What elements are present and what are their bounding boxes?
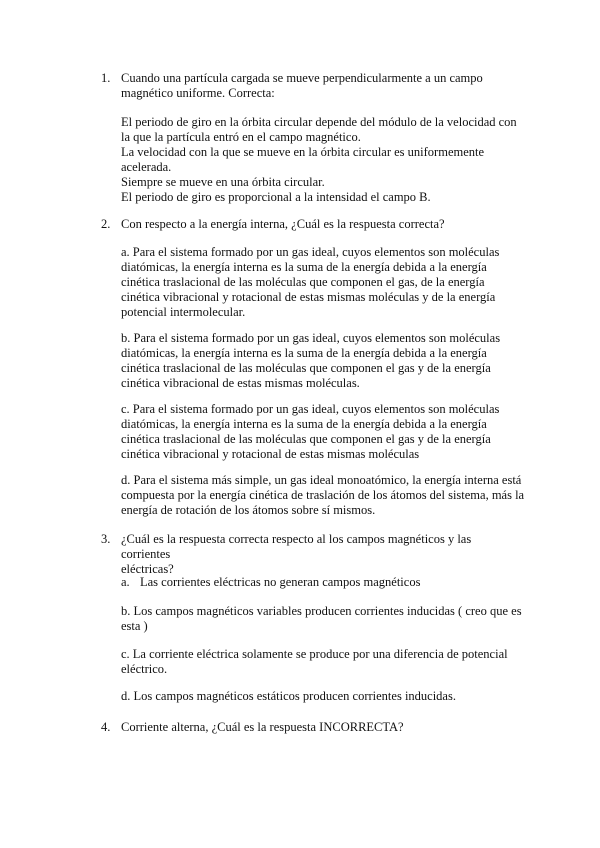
answer-line: acelerada.: [121, 160, 172, 174]
option-line: cinética vibracional y rotacional de estas mismas moléculas: [121, 447, 420, 461]
option-line: compuesta por la energía cinética de traslación de los átomos del sistema, más la: [121, 488, 525, 502]
question-prompt: [121, 532, 521, 577]
option-d: [121, 689, 516, 704]
answer-line: El periodo de giro en la órbita circular depende del módulo de la velocidad con: [121, 115, 517, 129]
option-d: [121, 473, 525, 518]
answer-line: La velocidad con la que se mueve en la órbita circular es uniformemente: [121, 145, 485, 159]
option-a: [121, 245, 516, 320]
prompt-line: eléctricas?: [121, 562, 174, 576]
option-c: [121, 402, 516, 462]
option-line: diatómicas, la energía interna es la suma de la energía debida a la energía: [121, 417, 487, 431]
question-prompt: [121, 217, 521, 232]
option-line: cinética traslacional de las moléculas que componen el gas y de la energía: [121, 432, 491, 446]
prompt-line: ¿Cuál es la respuesta correcta respecto al los campos magnéticos y las corrientes: [121, 532, 472, 561]
question-number: 3.: [101, 532, 111, 546]
answer-block: [121, 115, 516, 205]
question-number: 1.: [101, 71, 111, 85]
option-b: [121, 604, 522, 634]
option-line: d. Los campos magnéticos estáticos producen corrientes inducidas.: [121, 689, 456, 703]
option-text: Las corrientes eléctricas no generan campos magnéticos: [140, 575, 421, 589]
option-line: diatómicas, la energía interna es la suma de la energía debida a la energía: [121, 260, 487, 274]
prompt-line: Con respecto a la energía interna, ¿Cuál es la respuesta correcta?: [121, 217, 445, 231]
option-line: a. Para el sistema formado por un gas ideal, cuyos elementos son moléculas: [121, 245, 500, 259]
option-line: c. Para el sistema formado por un gas ideal, cuyos elementos son moléculas: [121, 402, 500, 416]
question-number: 4.: [101, 720, 111, 734]
answer-line: Siempre se mueve en una órbita circular.: [121, 175, 325, 189]
option-line: energía de rotación de los átomos sobre sí mismos.: [121, 503, 376, 517]
option-line: b. Para el sistema formado por un gas ideal, cuyos elementos son moléculas: [121, 331, 501, 345]
option-c: [121, 647, 516, 677]
prompt-line: Corriente alterna, ¿Cuál es la respuesta INCORRECTA?: [121, 720, 404, 734]
option-line: eléctrico.: [121, 662, 168, 676]
option-letter: a.: [121, 575, 130, 589]
option-line: potencial intermolecular.: [121, 305, 246, 319]
option-line: cinética vibracional de estas mismas moléculas.: [121, 376, 360, 390]
question-prompt: [121, 720, 521, 735]
option-line: c. La corriente eléctrica solamente se produce por una diferencia de potencial: [121, 647, 508, 661]
option-b: [121, 331, 516, 391]
option-line: cinética vibracional y rotacional de estas mismas moléculas y de la energía: [121, 290, 496, 304]
prompt-line: magnético uniforme. Correcta:: [121, 86, 275, 100]
option-line: d. Para el sistema más simple, un gas ideal monoatómico, la energía interna está: [121, 473, 522, 487]
option-line: esta ): [121, 619, 148, 633]
question-number: 2.: [101, 217, 111, 231]
option-line: diatómicas, la energía interna es la suma de la energía debida a la energía: [121, 346, 487, 360]
answer-line: la que la partícula entró en el campo magnético.: [121, 130, 361, 144]
answer-line: El periodo de giro es proporcional a la intensidad el campo B.: [121, 190, 431, 204]
option-line: b. Los campos magnéticos variables producen corrientes inducidas ( creo que es: [121, 604, 522, 618]
prompt-line: Cuando una partícula cargada se mueve perpendicularmente a un campo: [121, 71, 483, 85]
option-a: [121, 575, 420, 590]
option-line: cinética traslacional de las moléculas que componen el gas, de la energía: [121, 275, 485, 289]
option-line: cinética traslacional de las moléculas que componen el gas y de la energía: [121, 361, 491, 375]
question-prompt: [121, 71, 521, 101]
